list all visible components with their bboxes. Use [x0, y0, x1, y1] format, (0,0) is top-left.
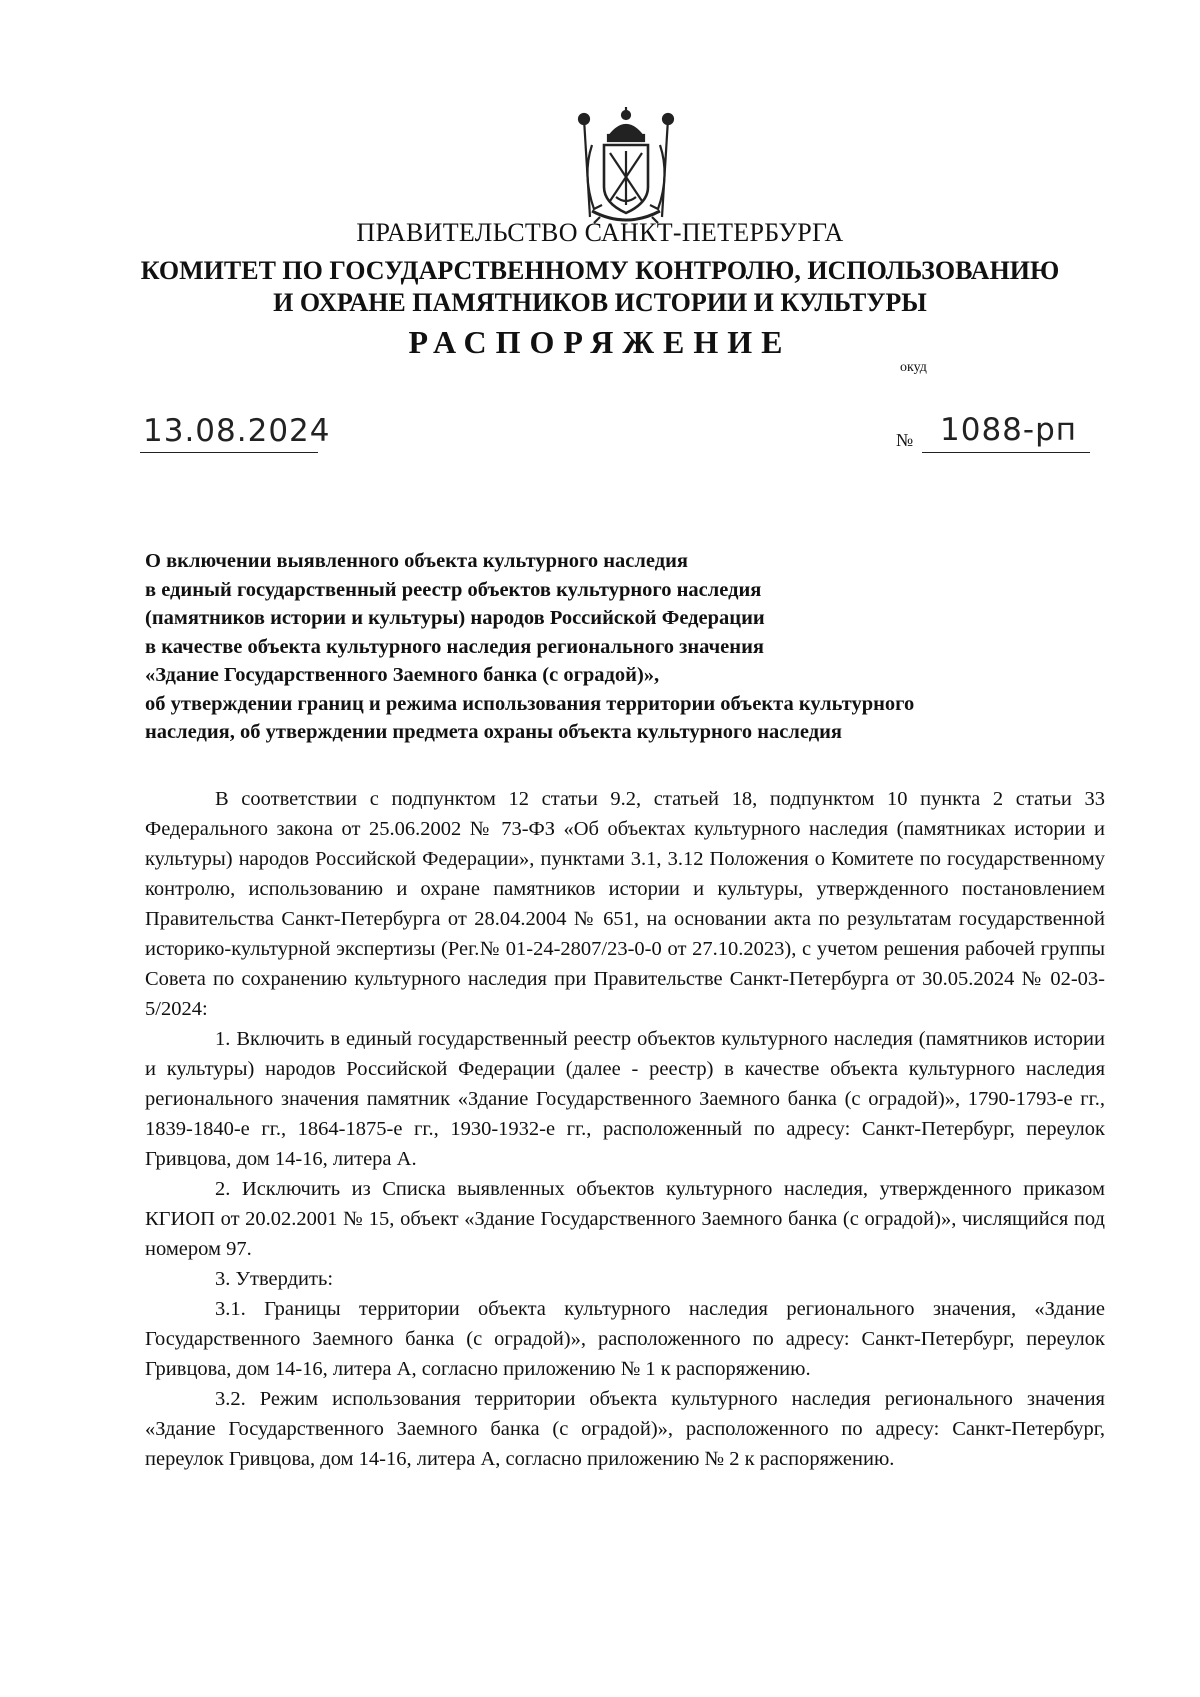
- committee-line-2: И ОХРАНЕ ПАМЯТНИКОВ ИСТОРИИ И КУЛЬТУРЫ: [273, 288, 927, 317]
- title-line: наследия, об утверждении предмета охраны объекта культурного наследия: [145, 721, 842, 743]
- date-underline: [140, 452, 318, 453]
- title-line: в единый государственный реестр объектов культурного наследия: [145, 578, 762, 601]
- document-date: 13.08.2024: [143, 413, 331, 449]
- committee-line-1: КОМИТЕТ ПО ГОСУДАРСТВЕННОМУ КОНТРОЛЮ, ИСПОЛЬЗОВАНИЮ: [140, 256, 1060, 285]
- coat-of-arms-icon: [572, 105, 680, 225]
- clause-2: 2. Исключить из Списка выявленных объектов культурного наследия, утвержденного приказом КГИОП от 20.02.2001 № 15, объект «Здание Государственного Заемного банка (с оградой)», числящийся под номером 97.: [145, 1178, 1105, 1260]
- title-line: «Здание Государственного Заемного банка (с оградой)»,: [145, 664, 660, 686]
- clause-3-2: 3.2. Режим использования территории объекта культурного наследия регионального значения «Здание Государственного Заемного банка (с оградой)», расположенного по адресу: Санкт-Петербург, переулок Гривцова, дом 14-16, литера А, согласно приложению № 2 к распоряжению.: [145, 1388, 1105, 1470]
- document-number: 1088-рп: [940, 412, 1078, 448]
- clause-3-1: 3.1. Границы территории объекта культурного наследия регионального значения, «Здание Государственного Заемного банка (с оградой)», расположенного по адресу: Санкт-Петербург, переулок Гривцова, дом 14-16, литера А, согласно приложению № 1 к распоряжению.: [145, 1298, 1105, 1380]
- document-body: [145, 784, 1105, 1474]
- committee-name: [0, 255, 1200, 319]
- number-underline: [922, 452, 1090, 453]
- title-line: О включении выявленного объекта культурного наследия: [145, 550, 688, 572]
- title-line: (памятников истории и культуры) народов Российской Федерации: [145, 607, 765, 629]
- title-line: в качестве объекта культурного наследия регионального значения: [145, 635, 764, 658]
- preamble-paragraph: В соответствии с подпунктом 12 статьи 9.2, статьей 18, подпунктом 10 пункта 2 статьи 33 Федерального закона от 25.06.2002 № 73-ФЗ «Об объектах культурного наследия (памятниках истории и культуры) народов Российской Федерации», пунктами 3.1, 3.12 Положения о Комитете по государственному контролю, использованию и охране памятников истории и культуры, утвержденного постановлением Правительства Санкт-Петербурга от 28.04.2004 № 651, на основании акта по результатам государственной историко-культурной экспертизы (Рег.№ 01-24-2807/23-0-0 от 27.10.2023), с учетом решения рабочей группы Совета по сохранению культурного наследия при Правительстве Санкт-Петербурга от 30.05.2024 № 02-03-5/2024:: [145, 788, 1105, 1020]
- title-line: об утверждении границ и режима использования территории объекта культурного: [145, 692, 915, 715]
- clause-1: 1. Включить в единый государственный реестр объектов культурного наследия (памятников истории и культуры) народов Российской Федерации (далее - реестр) в качестве объекта культурного наследия регионального значения памятник «Здание Государственного Заемного банка (с оградой)», 1790-1793-е гг., 1839-1840-е гг., 1864-1875-е гг., 1930-1932-е гг., расположенный по адресу: Санкт-Петербург, переулок Гривцова, дом 14-16, литера А.: [145, 1028, 1105, 1170]
- document-title: [145, 547, 1105, 747]
- government-name: ПРАВИТЕЛЬСТВО САНКТ-ПЕТЕРБУРГА: [356, 218, 844, 247]
- okud-label: окуд: [900, 360, 927, 375]
- clause-3: 3. Утвердить:: [215, 1268, 334, 1290]
- number-label: №: [896, 430, 914, 450]
- document-type: РАСПОРЯЖЕНИЕ: [408, 324, 792, 360]
